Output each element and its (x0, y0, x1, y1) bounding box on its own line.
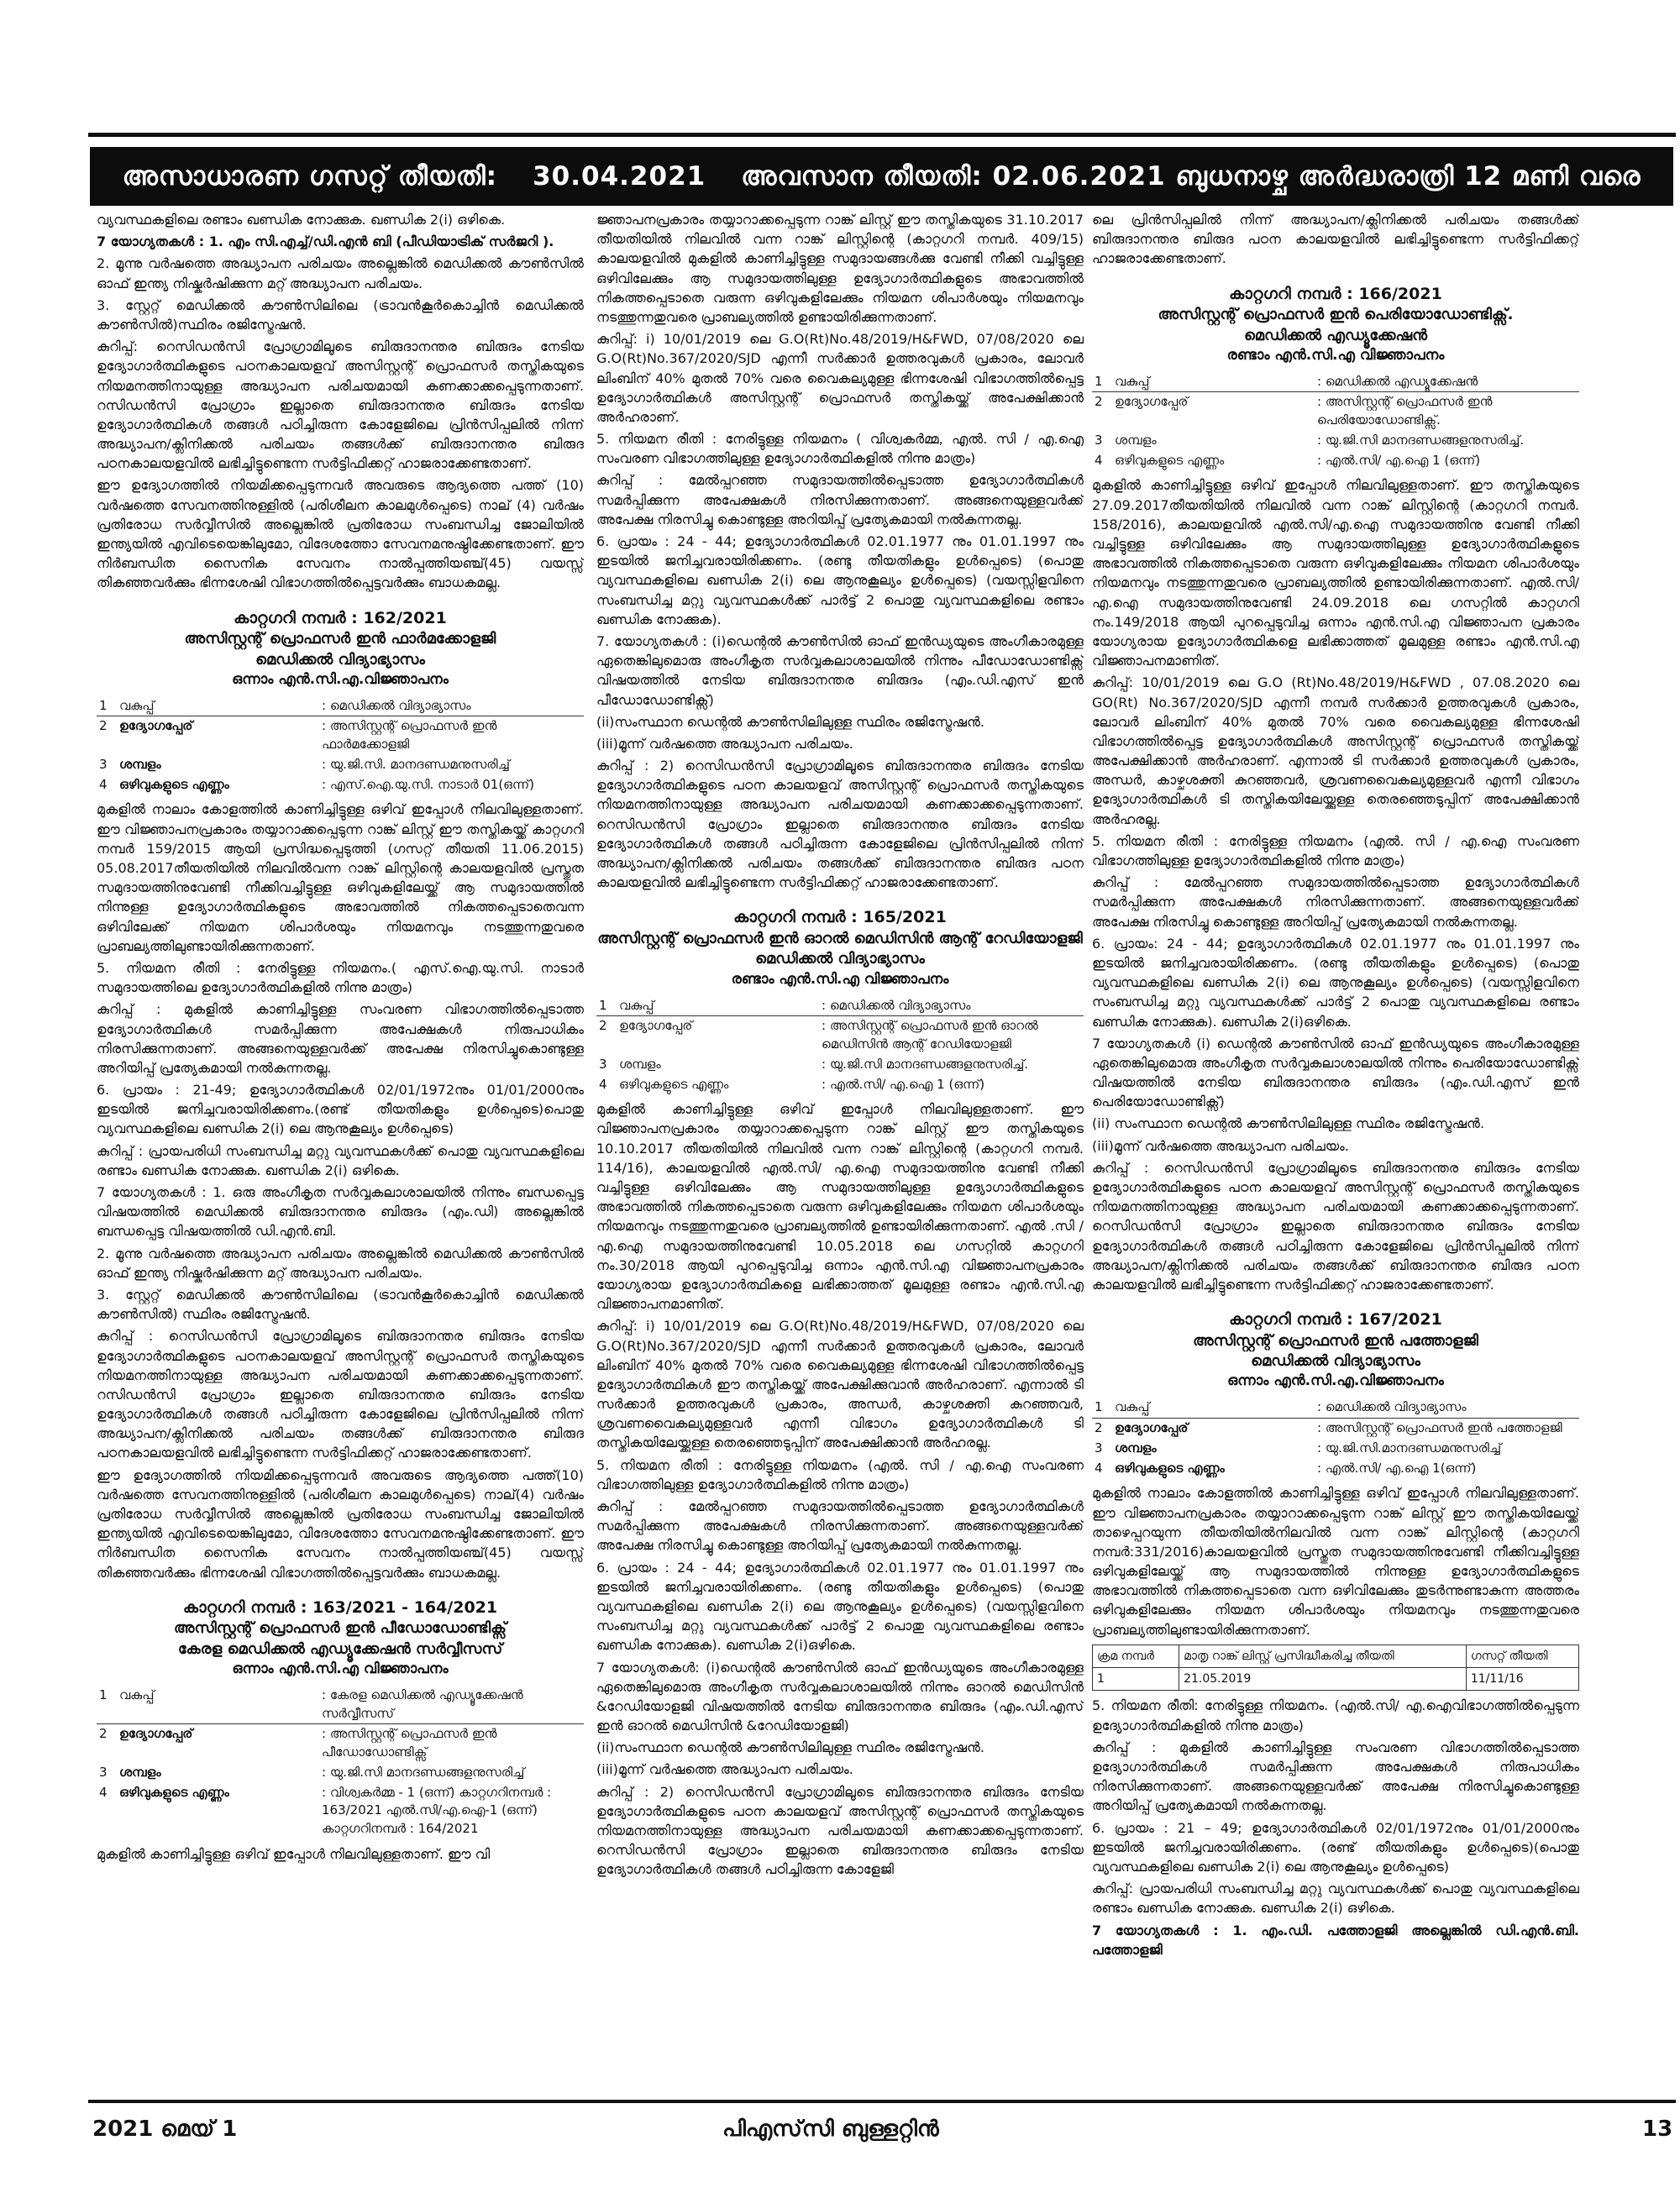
table-header-row: ക്രമ നമ്പർ മാതൃ റാങ്ക് ലിസ്റ്റ് പ്രസിദ്ധീകരിച്ച തീയതി ഗസറ്റ് തീയതി (1093, 1645, 1579, 1667)
paragraph: 5. നിയമന രീതി : നേരിട്ടുള്ള നിയമനം (എൽ. സി / എ.ഐ സംവരണ വിഭാഗത്തിലുള്ള ഉദ്യോഗാർത്ഥികളിൽ നിന്നു മാത്രം) (1092, 832, 1579, 869)
category-165-details: 1 വകുപ്പ് : മെഡിക്കൽ വിദ്യാഭ്യാസം 2 ഉദ്യോഗപ്പേര് : അസിസ്റ്റന്റ് പ്രൊഫസർ ഇൻ ഓറൽ മെഡിസിൻ ആന്റ് റേഡിയോളജി 3 ശമ്പളം : യു.ജി.സി മാനദണ്ഡങ്ങളനുസരിച്ച്. 4 ഒഴിവുകളുടെ എണ്ണം : എൽ.സി/ എ.ഐ 1 (ഒന്ന്) (596, 996, 1084, 1095)
notification-type: ഒന്നാം എൻ.സി.എ വിജ്ഞാപനം (232, 1660, 449, 1678)
paragraph: കുറിപ്പ്: പ്രായപരിധി സംബന്ധിച്ച മറ്റു വ്യവസ്ഥകൾക്ക് പൊതു വ്യവസ്ഥകളിലെ രണ്ടാം ഖണ്ഡിക നോക്കുക. ഖണ്ഡിക 2(i) ഒഴികെ. (1092, 1881, 1579, 1917)
paragraph: 2. മൂന്നു വർഷത്തെ അദ്ധ്യാപന പരിചയം അല്ലെങ്കിൽ മെഡിക്കൽ കൗൺസിൽ ഓഫ് ഇന്ത്യ നിഷ്കർഷിക്കുന്ന മറ്റ് അദ്ധ്യാപന പരിചയം. (97, 1245, 584, 1281)
banner-gazette-date: 30.04.2021 (533, 161, 706, 191)
banner-last-date: അവസാന തീയതി: 02.06.2021 ബുധനാഴ്ച അർദ്ധരാത്രി 12 മണി വരെ (741, 160, 1641, 191)
paragraph: കുറിപ്പ്: i) 10/01/2019 ലെ G.O(Rt)No.48/2019/H&FWD, 07/08/2020 ലെ G.O(Rt)No.367/2020/SJD എന്നീ സർക്കാർ ഉത്തരവുകൾ പ്രകാരം, ലോവർ ലിംബിന് 40% മുതൽ 70% വരെ വൈകല്യമുള്ള ഭിന്നശേഷി വിഭാഗത്തിൽപ്പെട്ട ഉദ്യോഗാർത്ഥികൾ അസിസ്റ്റന്റ് പ്രൊഫസർ തസ്തികയ്ക്ക് അപേക്ഷിക്കാൻ അർഹരാണ്. (596, 331, 1084, 425)
paragraph: ഈ ഉദ്യോഗത്തിൽ നിയമിക്കപ്പെടുന്നവർ അവരുടെ ആദ്യത്തെ പത്ത്(10) വർഷത്തെ സേവനത്തിനുള്ളിൽ (പരിശീലന കാലമുൾപ്പെടെ) നാല്(4) വർഷം പ്രതിരോധ സർവ്വീസിൽ അല്ലെങ്കിൽ പ്രതിരോധ സംബന്ധിച്ച ജോലിയിൽ ഇന്ത്യയിൽ എവിടെയെങ്കിലുമോ, വിദേശത്തോ സേവനമനുഷ്ഠിക്കേണ്ടതാണ്. ഈ നിർബന്ധിത സൈനിക സേവനം നാൽപ്പത്തിയഞ്ച്(45) വയസ്സ് തികഞ്ഞവർക്കും ഭിന്നശേഷി വിഭാഗത്തിൽപ്പെട്ടവർക്കും ബാധകമല്ല. (97, 1466, 584, 1581)
paragraph: 7 യോഗ്യതകൾ : 1. ഒരു അംഗീകൃത സർവ്വകലാശാലയിൽ നിന്നും ബന്ധപ്പെട്ട വിഷയത്തിൽ മെഡിക്കൽ ബിരുദാനന്തര ബിരുദം (എം.ഡി) അല്ലെങ്കിൽ ബന്ധപ്പെട്ട വിഷയത്തിൽ ഡി.എൻ.ബി. (97, 1184, 584, 1240)
category-number: കാറ്റഗറി നമ്പർ : 163/2021 - 164/2021 (182, 1597, 498, 1617)
category-162-details: 1 വകുപ്പ് : മെഡിക്കൽ വിദ്യാഭ്യാസം 2 ഉദ്യോഗപ്പേര് : അസിസ്റ്റന്റ് പ്രൊഫസർ ഇൻ ഫാർമക്കോളജി 3 ശമ്പളം : യു.ജി.സി. മാനദണ്ഡമനുസരിച്ച് 4 ഒഴിവുകളുടെ എണ്ണം : എസ്.ഐ.യു.സി. നാടാർ 01(ഒന്ന്) (97, 696, 584, 795)
paragraph: മുകളിൽ കാണിച്ചിട്ടുള്ള ഒഴിവ് ഇപ്പോൾ നിലവിലുള്ളതാണ്. ഈ വി (97, 1845, 491, 1862)
notification-type: ഒന്നാം എൻ.സി.എ.വിജ്ഞാപനം (1227, 1372, 1444, 1390)
paragraph: 6. പ്രായം : 24 - 44; ഉദ്യോഗാർത്ഥികൾ 02.01.1977 നും 01.01.1997 നും ഇടയിൽ ജനിച്ചവരായിരിക്കണം. (രണ്ടു തീയതികളും ഉൾപ്പെടെ) (പൊതു വ്യവസ്ഥകളിലെ ഖണ്ഡിക 2(i) ലെ ആനുകൂല്യം ഉൾപ്പെടെ) (വയസ്സിളവിനെ സംബന്ധിച്ച മറ്റു വ്യവസ്ഥകൾക്ക് പാർട്ട് 2 പൊതു വ്യവസ്ഥകളിലെ രണ്ടാം ഖണ്ഡിക നോക്കുക). ഖണ്ഡിക 2(i)ഒഴികെ. (596, 1559, 1084, 1654)
paragraph: (ii) സംസ്ഥാന ഡെന്റൽ കൗൺസിലിലുള്ള സ്ഥിരം രജിസ്ട്രേഷൻ. (1092, 1115, 1485, 1132)
post-title: അസിസ്റ്റന്റ് പ്രൊഫസർ ഇൻ പെരിയോഡോണ്ടിക്സ്. (1158, 306, 1514, 324)
paragraph: (iii)മൂന്ന് വർഷത്തെ അദ്ധ്യാപന പരിചയം. (596, 735, 853, 752)
paragraph: കുറിപ്പ് : മുകളിൽ കാണിച്ചിട്ടുള്ള സംവരണ വിഭാഗത്തിൽപ്പെടാത്ത ഉദ്യോഗാർത്ഥികൾ സമർപ്പിക്കുന്ന അപേക്ഷകൾ നിരുപാധികം നിരസിക്കുന്നതാണ്. അങ്ങനെയുള്ളവർക്ക് അപേക്ഷ നിരസിച്ചുകൊണ്ടുള്ള അറിയിപ്പ് പ്രത്യേകമായി നൽകുന്നതല്ല. (97, 1001, 584, 1076)
paragraph: ജ്ഞാപനപ്രകാരം തയ്യാറാക്കപ്പെടുന്ന റാങ്ക് ലിസ്റ്റ് ഈ തസ്തികയുടെ 31.10.2017 തീയതിയിൽ നിലവിൽ വന്ന റാങ്ക് ലിസ്റ്റിന്റെ (കാറ്റഗറി നമ്പർ. 409/15) കാലയളവിൽ മുകളിൽ കാണിച്ചിട്ടുള്ള സമുദായങ്ങൾക്കു വേണ്ടി നീക്കി വച്ചിട്ടുള്ള ഒഴിവിലേക്കും ആ സമുദായത്തിലുള്ള ഉദ്യോഗാർത്ഥികളുടെ അഭാവത്തിൽ നികത്തപ്പെടാതെ വരുന്ന ഒഴിവുകളിലേക്കും നിയമന ശിപാർശയും നിയമനവും നടത്തുന്നതുവരെ പ്രാബല്യത്തിൽ ഉണ്ടായിരിക്കുന്നതാണ്. (596, 212, 1084, 325)
paragraph: 6. പ്രായം : 21 – 49; ഉദ്യോഗാർത്ഥികൾ 02/01/1972നും 01/01/2000നും ഇടയിൽ ജനിച്ചവരായിരിക്കണം. (രണ്ട് തീയതികളും ഉൾപ്പെടെ)(പൊതു വ്യവസ്ഥകളിലെ ഖണ്ഡിക 2(i) ലെ ആനുകൂല്യം ഉൾപ്പെടെ) (1092, 1819, 1579, 1875)
rank-list-table (1092, 1645, 1579, 1692)
paragraph: കുറിപ്പ് : പ്രായപരിധി സംബന്ധിച്ച മറ്റു വ്യവസ്ഥകൾക്ക് പൊതു വ്യവസ്ഥകളിലെ രണ്ടാം ഖണ്ഡിക നോക്കുക. ഖണ്ഡിക 2(i) ഒഴികെ. (97, 1142, 584, 1178)
category-number: കാറ്റഗറി നമ്പർ : 167/2021 (1229, 1310, 1442, 1330)
paragraph: കുറിപ്പ് : മുകളിൽ കാണിച്ചിട്ടുള്ള സംവരണ വിഭാഗത്തിൽപ്പെടാത്ത ഉദ്യോഗാർത്ഥികൾ സമർപ്പിക്കുന്ന അപേക്ഷകൾ നിരുപാധികം നിരസിക്കുന്നതാണ്. അങ്ങനെയുള്ളവർക്ക് അപേക്ഷ നിരസിച്ചുകൊണ്ടുള്ള അറിയിപ്പ് പ്രത്യേകമായി നൽകുന്നതല്ല. (1092, 1739, 1579, 1814)
paragraph: ലെ പ്രിൻസിപ്പലിൽ നിന്ന് അദ്ധ്യാപന/ക്ലിനിക്കൽ പരിചയം തങ്ങൾക്ക് ബിരുദാനന്തര ബിരുദ പഠന കാലയളവിൽ ലഭിച്ചിട്ടുണ്ടെന്ന സർട്ടിഫിക്കറ്റ് ഹാജരാക്കേണ്ടതാണ്. (1092, 212, 1579, 267)
footer-publication: പിഎസ്‌സി ബുള്ളറ്റിൻ (722, 2117, 939, 2142)
paragraph: 7 യോഗ്യതകൾ (i) ഡെന്റൽ കൗൺസിൽ ഓഫ് ഇൻഡ്യയുടെ അംഗീകാരമുള്ള ഏതെങ്കിലുമൊരു അംഗീകൃത സർവ്വകലാശാലയിൽ നിന്നും പെരിയോഡോണ്ടിക്സ് വിഷയത്തിൽ നേടിയ ബിരുദാനന്തര ബിരുദം (എം.ഡി.എസ് ഇൻ പെരിയോഡോണ്ടിക്സ്) (1092, 1035, 1579, 1110)
paragraph: 6. പ്രായം : 21-49; ഉദ്യോഗാർത്ഥികൾ 02/01/1972നും 01/01/2000നും ഇടയിൽ ജനിച്ചവരായിരിക്കണം.(രണ്ട് തീയതികളും ഉൾപ്പെടെ)പൊതു വ്യവസ്ഥകളിലെ ഖണ്ഡിക 2(i) ലെ ആനുകൂല്യം ഉൾപ്പെടെ) (97, 1082, 584, 1137)
paragraph: 3. സ്റ്റേറ്റ് മെഡിക്കൽ കൗൺസിലിലെ (ട്രാവൻകൂർകൊച്ചിൻ മെഡിക്കൽ കൗൺസിൽ)സ്ഥിരം രജിസ്ട്രേഷൻ. (97, 296, 584, 333)
paragraph: (iii)മൂന്ന് വർഷത്തെ അദ്ധ്യാപന പരിചയം. (596, 1761, 853, 1778)
department-title: മെഡിക്കൽ എഡ്യൂക്കേഷൻ (1243, 326, 1428, 344)
paragraph: മുകളിൽ കാണിച്ചിട്ടുള്ള ഒഴിവ് ഇപ്പോൾ നിലവിലുള്ളതാണ്. ഈ വിജ്ഞാപനപ്രകാരം തയ്യാറാക്കപ്പെടുന്ന റാങ്ക് ലിസ്റ്റ് ഈ തസ്തികയുടെ 10.10.2017 തീയതിയിൽ നിലവിൽ വന്ന റാങ്ക് ലിസ്റ്റിന്റെ (കാറ്റഗറി നമ്പർ. 114/16), കാലയളവിൽ എൽ.സി/ എ.ഐ സമുദായത്തിനു വേണ്ടി നീക്കി വച്ചിട്ടുള്ള ഒഴിവിലേക്കും ആ സമുദായത്തിലുള്ള ഉദ്യോഗാർത്ഥികളുടെ അഭാവത്തിൽ നികത്തപ്പെടാതെ വരുന്ന ഒഴിവുകളിലേക്കും നിയമന ശിപാർശയും നിയമനവും നടത്തുന്നതുവരെ പ്രാബല്യത്തിൽ ഉണ്ടായിരിക്കുന്നതാണ്. എൽ .സി /എ.ഐ സമുദായത്തിനുവേണ്ടി 10.05.2018 ലെ ഗസറ്റിൽ കാറ്റഗറി നം.30/2018 ആയി പുറപ്പെടുവിച്ച ഒന്നാം എൻ.സി.എ വിജ്ഞാപനപ്രകാരം യോഗ്യരായ ഉദ്യോഗാർത്ഥികളെ ലഭിക്കാത്തത് മൂലമുള്ള രണ്ടാം എൻ.സി.എ വിജ്ഞാപനമാണിത്. (596, 1101, 1084, 1313)
paragraph: കുറിപ്പ് : മേൽപ്പറഞ്ഞ സമുദായത്തിൽപ്പെടാത്ത ഉദ്യോഗാർത്ഥികൾ സമർപ്പിക്കുന്ന അപേക്ഷകൾ നിരസിക്കുന്നതാണ്. അങ്ങനെയുള്ളവർക്ക് അപേക്ഷ നിരസിച്ചു കൊണ്ടുള്ള അറിയിപ്പ് പ്രത്യേകമായി നൽകുന്നതല്ല. (596, 1498, 1084, 1554)
paragraph: 2. മൂന്നു വർഷത്തെ അദ്ധ്യാപന പരിചയം അല്ലെങ്കിൽ മെഡിക്കൽ കൗൺസിൽ ഓഫ് ഇന്ത്യ നിഷ്കർഷിക്കുന്ന മറ്റ് അദ്ധ്യാപന പരിചയം. (97, 255, 584, 291)
category-number: കാറ്റഗറി നമ്പർ : 166/2021 (1229, 284, 1442, 303)
paragraph: കുറിപ്പ് : മേൽപ്പറഞ്ഞ സമുദായത്തിൽപ്പെടാത്ത ഉദ്യോഗാർത്ഥികൾ സമർപ്പിക്കുന്ന അപേക്ഷകൾ നിരസിക്കുന്നതാണ്. അങ്ങനെയുള്ളവർക്ക് അപേക്ഷ നിരസിച്ചു കൊണ്ടുള്ള അറിയിപ്പ് പ്രത്യേകമായി നൽകുന്നതല്ല. (1092, 874, 1579, 930)
paragraph: കുറിപ്പ് : മേൽപ്പറഞ്ഞ സമുദായത്തിൽപ്പെടാത്ത ഉദ്യോഗാർത്ഥികൾ സമർപ്പിക്കുന്ന അപേക്ഷകൾ നിരസിക്കുന്നതാണ്. അങ്ങനെയുള്ളവർക്ക് അപേക്ഷ നിരസിച്ചു കൊണ്ടുള്ള അറിയിപ്പ് പ്രത്യേകമായി നൽകുന്നതല്ല. (596, 472, 1084, 527)
category-167-header (1092, 1309, 1579, 1391)
paragraph: 5. നിയമന രീതി : നേരിട്ടുള്ള നിയമനം ( വിശ്വകർമ്മ, എൽ. സി / എ.ഐ സംവരണ വിഭാഗത്തിലുള്ള ഉദ്യോഗാർത്ഥികളിൽ നിന്നു മാത്രം) (596, 431, 1084, 467)
bottom-rule (88, 2100, 1676, 2103)
paragraph: കുറിപ്പ്: i) 10/01/2019 ലെ G.O(Rt)No.48/2019/H&FWD, 07/08/2020 ലെ G.O(Rt)No.367/2020/SJD എന്നീ സർക്കാർ ഉത്തരവുകൾ പ്രകാരം, ലോവർ ലിംബിന് 40% മുതൽ 70% വരെ വൈകല്യമുള്ള ഭിന്നശേഷി വിഭാഗത്തിൽപ്പെട്ട ഉദ്യോഗാർത്ഥികൾ ഈ തസ്തികയ്ക്ക് അപേക്ഷിക്കുവാൻ അർഹരാണ്. എന്നാൽ ടി സർക്കാർ ഉത്തരവുകൾ പ്രകാരം, അന്ധർ, കാഴ്ചശക്തി കുറഞ്ഞവർ, ശ്രവണവൈകല്യമുള്ളവർ എന്നീ വിഭാഗം ഉദ്യോഗാർത്ഥികൾ ടി തസ്തികയിലേയ്ക്കുള്ള തെരഞ്ഞെടുപ്പിന് അപേക്ഷിക്കാൻ അർഹരല്ല. (596, 1318, 1084, 1451)
paragraph: കുറിപ്പ് : റെസിഡൻസി പ്രോഗ്രാമിലൂടെ ബിരുദാനന്തര ബിരുദം നേടിയ ഉദ്യോഗാർത്ഥികളുടെ പഠന കാലയളവ് അസിസ്റ്റന്റ് പ്രൊഫസർ തസ്തികയുടെ നിയമനത്തിനായുള്ള അദ്ധ്യാപന പരിചയമായി കണക്കാക്കപ്പെടുന്നതാണ്. റെസിഡൻസി പ്രോഗ്രാം ഇല്ലാതെ ബിരുദാനന്തര ബിരുദം നേടിയ ഉദ്യോഗാർത്ഥികൾ തങ്ങൾ പഠിച്ചിരുന്ന കോളേജിലെ പ്രിൻസിപ്പലിൽ നിന്ന് അദ്ധ്യാപന/ക്ലിനിക്കൽ പരിചയം തങ്ങൾക്ക് ബിരുദാനന്തര ബിരുദ പഠന കാലയളവിൽ ലഭിച്ചിട്ടുണ്ടെന്ന സർട്ടിഫിക്കറ്റ് ഹാജരാക്കേണ്ടതാണ്. (1092, 1159, 1579, 1293)
notification-type: രണ്ടാം എൻ.സി.എ വിജ്ഞാപനം (731, 970, 949, 988)
department-title: കേരള മെഡിക്കൽ എഡ്യൂക്കേഷൻ സർവ്വീസസ് (177, 1639, 503, 1658)
category-166-header (1092, 284, 1579, 365)
category-167-details: 1 വകുപ്പ് : മെഡിക്കൽ വിദ്യാഭ്യാസം 2 ഉദ്യോഗപ്പേര് : അസിസ്റ്റന്റ് പ്രൊഫസർ ഇൻ പത്തോളജി 3 ശമ്പളം : യു.ജി.സി.മാനദണ്ഡമനുസരിച്ച് 4 ഒഴിവുകളുടെ എണ്ണം : എൽ.സി/ എ.ഐ 1(ഒന്ന്) (1092, 1398, 1579, 1478)
paragraph: 5. നിയമന രീതി : നേരിട്ടുള്ള നിയമനം.( എസ്.ഐ.യു.സി. നാടാർ സമുദായത്തിലെ ഉദ്യോഗാർത്ഥികളിൽ നിന്നു മാത്രം) (97, 959, 584, 996)
paragraph: മുകളിൽ നാലാം കോളത്തിൽ കാണിച്ചിട്ടുള്ള ഒഴിവ് ഇപ്പോൾ നിലവിലുള്ളതാണ്. ഈ വിജ്ഞാപനപ്രകാരം തയ്യാറാക്കപ്പെടുന്ന റാങ്ക് ലിസ്റ്റ് ഈ തസ്തികയിലേയ്ക്ക് താഴെപ്പറയുന്ന തീയതിയിൽനിലവിൽ വന്ന റാങ്ക് ലിസ്റ്റിന്റെ (കാറ്റഗറി നമ്പർ:331/2016)കാലയളവിൽ പ്രസ്തുത സമുദായത്തിനുവേണ്ടി നീക്കിവച്ചിട്ടുള്ള ഒഴിവുകളിലേയ്ക്ക് ആ സമുദായത്തിൽ നിന്നുള്ള ഉദ്യോഗാർത്ഥികളുടെ അഭാവത്തിൽ നികത്തപ്പെടാതെ വന്ന ഒഴിവിലേക്കും തുടർന്നുണ്ടാകുന്ന അത്തരം ഒഴിവുകളിലേക്കും നിയമന ശിപാർശയും നിയമനവും നടത്തുന്നതുവരെ പ്രാബല്യത്തിലുണ്ടായിരിക്കുന്നതാണ്. (1092, 1485, 1579, 1638)
category-163-details: 1 വകുപ്പ് : കേരള മെഡിക്കൽ എഡ്യൂക്കേഷൻ സർവ്വീസസ് 2 ഉദ്യോഗപ്പേര് : അസിസ്റ്റന്റ് പ്രൊഫസർ ഇൻ പീഡോഡോണ്ടിക്സ് 3 ശമ്പളം : യു.ജി.സി മാനദണ്ഡങ്ങളനുസരിച്ച് 4 ഒഴിവുകളുടെ എണ്ണം : വിശ്വകർമ്മ - 1 (ഒന്ന്) കാറ്റഗറിനമ്പർ : 163/2021 എൽ.സി/എ.ഐ-1 (ഒന്ന്) കാറ്റഗറിനമ്പർ : 164/2021 (97, 1686, 584, 1839)
footer-date: 2021 മെയ് 1 (92, 2117, 238, 2142)
paragraph: (iii)മൂന്ന് വർഷത്തെ അദ്ധ്യാപന പരിചയം. (1092, 1137, 1349, 1154)
column-1 (97, 210, 584, 2087)
paragraph: കുറിപ്പ് : 2) റെസിഡൻസി പ്രോഗ്രാമിലൂടെ ബിരുദാനന്തര ബിരുദം നേടിയ ഉദ്യോഗാർത്ഥികളുടെ പഠന കാലയളവ് അസിസ്റ്റന്റ് പ്രൊഫസർ തസ്തികയുടെ നിയമനത്തിനായുള്ള അദ്ധ്യാപന പരിചയമായി കണക്കാക്കപ്പെടുന്നതാണ്. റെസിഡൻസി പ്രോഗ്രാം ഇല്ലാതെ ബിരുദാനന്തര ബിരുദം നേടിയ ഉദ്യോഗാർത്ഥികൾ തങ്ങൾ പഠിച്ചിരുന്ന കോളേജിലെ പ്രിൻസിപ്പലിൽ നിന്ന് അദ്ധ്യാപന/ക്ലിനിക്കൽ പരിചയം തങ്ങൾക്ക് ബിരുദാനന്തര ബിരുദ പഠന കാലയളവിൽ ലഭിച്ചിട്ടുണ്ടെന്ന സർട്ടിഫിക്കറ്റ് ഹാജരാക്കേണ്ടതാണ്. (596, 758, 1084, 891)
post-title: അസിസ്റ്റന്റ് പ്രൊഫസർ ഇൻ ഓറൽ മെഡിസിൻ ആന്റ് റേഡിയോളജി (597, 930, 1083, 948)
paragraph: 6. പ്രായം : 24 - 44; ഉദ്യോഗാർത്ഥികൾ 02.01.1977 നും 01.01.1997 നും ഇടയിൽ ജനിച്ചവരായിരിക്കണം. (രണ്ടു തീയതികളും ഉൾപ്പെടെ) (പൊതു വ്യവസ്ഥകളിലെ ഖണ്ഡിക 2(i) ലെ ആനുകൂല്യം ഉൾപ്പെടെ) (വയസ്സിളവിനെ സംബന്ധിച്ച മറ്റു വ്യവസ്ഥകൾക്ക് പാർട്ട് 2 പൊതു വ്യവസ്ഥകളിലെ രണ്ടാം ഖണ്ഡിക നോക്കുക). (596, 533, 1084, 627)
paragraph: 7. യോഗ്യതകൾ : (i)ഡെന്റൽ കൗൺസിൽ ഓഫ് ഇൻഡ്യയുടെ അംഗീകാരമുള്ള ഏതെങ്കിലുമൊരു അംഗീകൃത സർവ്വകലാശാലയിൽ നിന്നും പീഡോഡോണ്ടിക്സ് വിഷയത്തിൽ നേടിയ ബിരുദാനന്തര ബിരുദം (എം.ഡി.എസ് ഇൻ പീഡോഡോണ്ടിക്സ്) (596, 632, 1084, 708)
post-title: അസിസ്റ്റന്റ് പ്രൊഫസർ ഇൻ പീഡോഡോണ്ടിക്സ് (174, 1619, 507, 1638)
paragraph: (ii)സംസ്ഥാന ഡെന്റൽ കൗൺസിലിലുള്ള സ്ഥിരം രജിസ്ട്രേഷൻ. (596, 1739, 984, 1756)
top-rule (88, 133, 1676, 137)
note-paragraph: ഈ ഉദ്യോഗത്തിൽ നിയമിക്കപ്പെടുന്നവർ അവരുടെ ആദ്യത്തെ പത്ത് (10) വർഷത്തെ സേവനത്തിനുള്ളിൽ (പരിശീലന കാലമുൾപ്പെടെ) നാല് (4) വർഷം പ്രതിരോധ സർവ്വീസിൽ അല്ലെങ്കിൽ പ്രതിരോധ സംബന്ധിച്ച ജോലിയിൽ ഇന്ത്യയിൽ എവിടെയെങ്കിലുമോ, വിദേശത്തോ സേവനമനുഷ്ഠിക്കേണ്ടതാണ്. ഈ നിർബന്ധിത സൈനിക സേവനം നാൽപ്പത്തിയഞ്ച്(45) വയസ്സ് തികഞ്ഞവർക്കും ഭിന്നശേഷി വിഭാഗത്തിൽപ്പെട്ടവർക്കും ബാധകമല്ല. (97, 477, 584, 591)
paragraph: 3. സ്റ്റേറ്റ് മെഡിക്കൽ കൗൺസിലിലെ (ട്രാവൻകൂർകൊച്ചിൻ മെഡിക്കൽ കൗൺസിൽ) സ്ഥിരം രജിസ്ട്രേഷൻ. (97, 1286, 584, 1323)
post-title: അസിസ്റ്റന്റ് പ്രൊഫസർ ഇൻ ഫാർമക്കോളജി (184, 630, 496, 648)
department-title: മെഡിക്കൽ വിദ്യാഭ്യാസം (755, 950, 925, 968)
post-title: അസിസ്റ്റന്റ് പ്രൊഫസർ ഇൻ പത്തോളജി (1193, 1331, 1478, 1350)
paragraph: 5. നിയമന രീതി: നേരിട്ടുള്ള നിയമനം. (എൽ.സി/ എ.ഐവിഭാഗത്തിൽപ്പെടുന്ന ഉദ്യോഗാർത്ഥികളിൽ നിന്നു മാത്രം) (1092, 1697, 1579, 1734)
department-title: മെഡിക്കൽ വിദ്യാഭ്യാസം (255, 650, 425, 669)
category-number: കാറ്റഗറി നമ്പർ : 162/2021 (234, 608, 447, 627)
qualification-heading: 7 യോഗ്യതകൾ : 1. എം സി.എച്ച്/ഡി.എൻ ബി (പീഡിയാട്രിക് സർജറി ). (97, 233, 554, 250)
category-165-header (596, 907, 1084, 989)
department-title: മെഡിക്കൽ വിദ്യാഭ്യാസം (1251, 1352, 1420, 1371)
column-2 (596, 210, 1084, 2087)
paragraph: വ്യവസ്ഥകളിലെ രണ്ടാം ഖണ്ഡിക നോക്കുക. ഖണ്ഡിക 2(i) ഒഴികെ. (97, 212, 506, 228)
column-3 (1092, 210, 1579, 2087)
paragraph: 5. നിയമന രീതി : നേരിട്ടുള്ള നിയമനം (എൽ. സി / എ.ഐ സംവരണ വിഭാഗത്തിലുള്ള ഉദ്യോഗാർത്ഥികളിൽ നിന്നു മാത്രം) (596, 1456, 1084, 1492)
paragraph: മുകളിൽ നാലാം കോളത്തിൽ കാണിച്ചിട്ടുള്ള ഒഴിവ് ഇപ്പോൾ നിലവിലുള്ളതാണ്. ഈ വിജ്ഞാപനപ്രകാരം തയ്യാറാക്കപ്പെടുന്ന റാങ്ക് ലിസ്റ്റ് ഈ തസ്തികയ്ക്ക് കാറ്റഗറി നമ്പർ 159/2015 ആയി പ്രസിദ്ധപ്പെടുത്തി (ഗസറ്റ് തീയതി 11.06.2015) 05.08.2017തീയതിയിൽ നിലവിൽവന്ന റാങ്ക് ലിസ്റ്റിന്റെ കാലയളവിൽ പ്രസ്തുത സമുദായത്തിനുവേണ്ടി നീക്കിവച്ചിട്ടുള്ള ഒഴിവുകളിലേയ്ക്ക് ആ സമുദായത്തിൽ നിന്നുള്ള ഉദ്യോഗാർത്ഥികളുടെ അഭാവത്തിൽ നികത്തപ്പെടാതെവന്ന ഒഴിവിലേക്ക് നിയമന ശിപാർശയും നിയമനവും നടത്തുന്നതുവരെ പ്രാബല്യത്തിലുണ്ടായിരിക്കുന്നതാണ്. (97, 801, 584, 954)
paragraph: കുറിപ്പ്: 10/01/2019 ലെ G.O (Rt)No.48/2019/H&FWD , 07.08.2020 ലെ GO(Rt) No.367/2020/SJD എന്നീ നമ്പർ സർക്കാർ ഉത്തരവുകൾ പ്രകാരം, ലോവർ ലിംബിന് 40% മുതൽ 70% വരെ വൈകല്യമുള്ള ഭിന്നശേഷി വിഭാഗത്തിൽപ്പെട്ട ഉദ്യോഗാർത്ഥികൾ അസിസ്റ്റന്റ് പ്രൊഫസർ തസ്തികയ്ക്ക് അപേക്ഷിക്കാൻ അർഹരാണ്. എന്നാൽ ടി സർക്കാർ ഉത്തരവുകൾ പ്രകാരം, അന്ധർ, കാഴ്ചശക്തി കുറഞ്ഞവർ, ശ്രവണവൈകല്യമുള്ളവർ എന്നീ വിഭാഗം ഉദ്യോഗാർത്ഥികൾ ടി തസ്തികയിലേയ്ക്കുള്ള തെരഞ്ഞെടുപ്പിന് അപേക്ഷിക്കാൻ അർഹരല്ല. (1092, 674, 1579, 827)
paragraph: മുകളിൽ കാണിച്ചിട്ടുള്ള ഒഴിവ് ഇപ്പോൾ നിലവിലുള്ളതാണ്. ഈ തസ്തികയുടെ 27.09.2017തീയതിയിൽ നിലവിൽ വന്ന റാങ്ക് ലിസ്റ്റിന്റെ (കാറ്റഗറി നമ്പർ. 158/2016), കാലയളവിൽ എൽ.സി/എ.ഐ സമുദായത്തിനു വേണ്ടി നീക്കി വച്ചിട്ടുള്ള ഒഴിവിലേക്കും ആ സമുദായത്തിലുള്ള ഉദ്യോഗാർത്ഥികളുടെ അഭാവത്തിൽ നികത്തപ്പെടാതെ വരുന്ന ഒഴിവുകളിലേക്കും നിയമന ശിപാർശയും നിയമനവും നടത്തുന്നതുവരെ പ്രാബല്യത്തിൽ ഉണ്ടായിരിക്കുന്നതാണ്. എൽ.സി/എ.ഐ സമുദായത്തിനുവേണ്ടി 24.09.2018 ലെ ഗസറ്റിൽ കാറ്റഗറി നം.149/2018 ആയി പുറപ്പെടുവിച്ച ഒന്നാം എൻ.സി.എ വിജ്ഞാപന പ്രകാരം യോഗ്യരായ ഉദ്യോഗാർത്ഥികളെ ലഭിക്കാത്തത് മൂലമുള്ള രണ്ടാം എൻ.സി.എ വിജ്ഞാപനമാണിത്. (1092, 477, 1579, 669)
category-163-header (97, 1597, 584, 1679)
paragraph: 7 യോഗ്യതകൾ : 1. എം.ഡി. പത്തോളജി അല്ലെങ്കിൽ ഡി.എൻ.ബി. പത്തോളജി (1092, 1922, 1579, 1958)
paragraph: (ii)സംസ്ഥാന ഡെന്റൽ കൗൺസിലിലുള്ള സ്ഥിരം രജിസ്ട്രേഷൻ. (596, 713, 984, 730)
note-paragraph: കുറിപ്പ്: റെസിഡൻസി പ്രോഗ്രാമിലൂടെ ബിരുദാനന്തര ബിരുദം നേടിയ ഉദ്യോഗാർത്ഥികളുടെ പഠനകാലയളവ് അസിസ്റ്റന്റ് പ്രൊഫസർ തസ്തികയുടെ നിയമനത്തിനായുള്ള അദ്ധ്യാപന പരിചയമായി കണക്കാക്കപ്പെടുന്നതാണ്. റസിഡൻസി പ്രോഗ്രാം ഇല്ലാതെ ബിരുദാനന്തര ബിരുദം നേടിയ ഉദ്യോഗാർത്ഥികൾ തങ്ങൾ പഠിച്ചിരുന്ന കോളേജിലെ പ്രിൻസിപ്പലിൽ നിന്ന് അദ്ധ്യാപന/ക്ലിനിക്കൽ പരിചയം തങ്ങൾക്ക് ബിരുദാനന്തര ബിരുദ പഠനകാലയളവിൽ ലഭിച്ചിട്ടുണ്ടെന്ന സർട്ടിഫിക്കറ്റ് ഹാജരാക്കേണ്ടതാണ്. (97, 338, 584, 472)
paragraph: കുറിപ്പ് : 2) റെസിഡൻസി പ്രോഗ്രാമിലൂടെ ബിരുദാനന്തര ബിരുദം നേടിയ ഉദ്യോഗാർത്ഥികളുടെ പഠന കാലയളവ് അസിസ്റ്റന്റ് പ്രൊഫസർ തസ്തികയുടെ നിയമനത്തിനായുള്ള അദ്ധ്യാപന പരിചയമായി കണക്കാക്കപ്പെടുന്നതാണ്. റെസിഡൻസി പ്രോഗ്രാം ഇല്ലാതെ ബിരുദാനന്തര ബിരുദം നേടിയ ഉദ്യോഗാർത്ഥികൾ തങ്ങൾ പഠിച്ചിരുന്ന കോളേജി (596, 1783, 1084, 1878)
category-162-header (97, 608, 584, 690)
gazette-banner (90, 147, 1673, 206)
footer-page-number: 13 (1642, 2117, 1673, 2142)
paragraph: 7 യോഗ്യതകൾ: (i)ഡെന്റൽ കൗൺസിൽ ഓഫ് ഇൻഡ്യയുടെ അംഗീകാരമുള്ള ഏതെങ്കിലുമൊരു അംഗീകൃത സർവ്വകലാശാലയിൽ നിന്നും ഓറൽ മെഡിസിൻ &റേഡിയോളജി വിഷയത്തിൽ നേടിയ ബിരുദാനന്തര ബിരുദം (എം.ഡി.എസ് ഇൻ ഓറൽ മെഡിസിൻ &റേഡിയോളജി) (596, 1659, 1084, 1734)
notification-type: ഒന്നാം എൻ.സി.എ.വിജ്ഞാപനം (232, 670, 449, 688)
paragraph: 6. പ്രായം: 24 - 44; ഉദ്യോഗാർത്ഥികൾ 02.01.1977 നും 01.01.1997 നും ഇടയിൽ ജനിച്ചവരായിരിക്കണം. (രണ്ടു തീയതികളും ഉൾപ്പെടെ) (പൊതു വ്യവസ്ഥകളിലെ ഖണ്ഡിക 2(i) ലെ ആനുകൂല്യം ഉൾപ്പെടെ) (വയസ്സിളവിനെ സംബന്ധിച്ച മറ്റു വ്യവസ്ഥകൾക്ക് പാർട്ട് 2 പൊതു വ്യവസ്ഥകളിലെ രണ്ടാം ഖണ്ഡിക നോക്കുക). ഖണ്ഡിക 2(i)ഒഴികെ. (1092, 935, 1579, 1030)
category-number: കാറ്റഗറി നമ്പർ : 165/2021 (733, 908, 947, 927)
category-166-details: 1 വകുപ്പ് : മെഡിക്കൽ എഡ്യൂക്കേഷൻ 2 ഉദ്യോഗപ്പേര് : അസിസ്റ്റന്റ് പ്രൊഫസർ ഇൻ പെരിയോഡോണ്ടിക്സ്. 3 ശമ്പളം : യു.ജി.സി മാനദണ്ഡങ്ങളനുസരിച്ച്. 4 ഒഴിവുകളുടെ എണ്ണം : എൽ.സി/ എ.ഐ 1 (ഒന്ന്) (1092, 372, 1579, 471)
table-row: 1 21.05.2019 11/11/16 (1093, 1668, 1579, 1691)
notification-type: രണ്ടാം എൻ.സി.എ വിജ്ഞാപനം (1226, 346, 1445, 364)
paragraph: കുറിപ്പ് : റെസിഡൻസി പ്രോഗ്രാമിലൂടെ ബിരുദാനന്തര ബിരുദം നേടിയ ഉദ്യോഗാർത്ഥികളുടെ പഠനകാലയളവ് അസിസ്റ്റന്റ് പ്രൊഫസർ തസ്തികയുടെ നിയമനത്തിനായുള്ള അദ്ധ്യാപന പരിചയമായി കണക്കാക്കപ്പെടുന്നതാണ്. റസിഡൻസി പ്രോഗ്രാം ഇല്ലാതെ ബിരുദാനന്തര ബിരുദം നേടിയ ഉദ്യോഗാർത്ഥികൾ തങ്ങൾ പഠിച്ചിരുന്ന കോളേജിലെ പ്രിൻസിപ്പലിൽ നിന്ന് അദ്ധ്യാപന/ക്ലിനിക്കൽ പരിചയം തങ്ങൾക്ക് ബിരുദാനന്തര ബിരുദ പഠനകാലയളവിൽ ലഭിച്ചിട്ടുണ്ടെന്ന സർട്ടിഫിക്കറ്റ് ഹാജരാക്കേണ്ടതാണ്. (97, 1328, 584, 1461)
banner-gazette-label: അസാധാരണ ഗസറ്റ് തീയതി: (122, 160, 498, 191)
